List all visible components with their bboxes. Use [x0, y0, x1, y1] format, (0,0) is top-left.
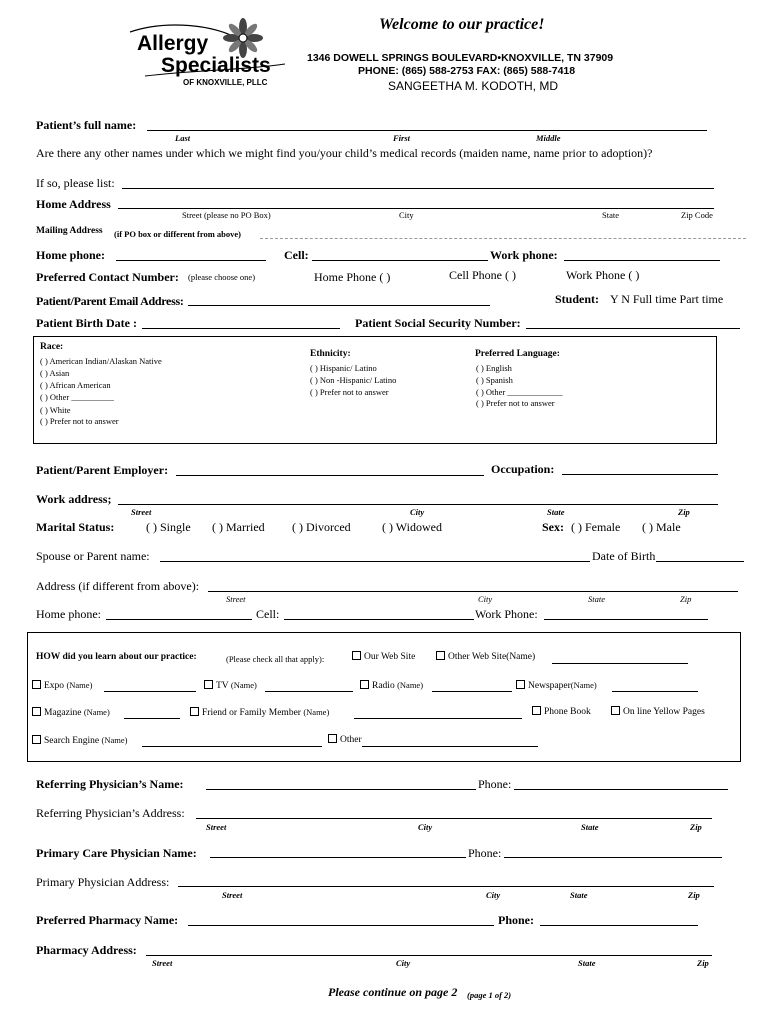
- pharmacy-address-sub-city: City: [396, 958, 411, 968]
- spouse-address-sub-state: State: [588, 594, 605, 604]
- pharmacy-phone-label: Phone:: [498, 913, 534, 927]
- home-address-sub-zip: Zip Code: [681, 210, 713, 220]
- pcp-address-field[interactable]: [178, 886, 714, 887]
- pharmacy-address-sub-state: State: [578, 958, 596, 968]
- logo-line-3: OF KNOXVILLE, PLLC: [183, 78, 268, 87]
- preferred-contact-note: (please choose one): [188, 272, 256, 282]
- marital-option-single[interactable]: ( ) Single: [146, 520, 191, 534]
- newspaper-field[interactable]: [612, 691, 698, 692]
- checkbox-icon[interactable]: [190, 707, 199, 716]
- checkbox-icon[interactable]: [204, 680, 213, 689]
- ethnicity-title: Ethnicity:: [310, 349, 351, 359]
- checkbox-icon[interactable]: [32, 707, 41, 716]
- checkbox-icon[interactable]: [32, 680, 41, 689]
- radio-field[interactable]: [432, 691, 512, 692]
- work-address-sub-state: State: [547, 507, 565, 517]
- home-address-sub-street: Street (please no PO Box): [182, 210, 271, 220]
- preferred-contact-label: Preferred Contact Number:: [36, 270, 179, 284]
- email-field[interactable]: [188, 305, 490, 306]
- other-web-site-field[interactable]: [552, 663, 688, 664]
- referring-address-sub-city: City: [418, 822, 433, 832]
- page-number: (page 1 of 2): [467, 990, 512, 1000]
- checkbox-icon[interactable]: [328, 734, 337, 743]
- email-label: Patient/Parent Email Address:: [36, 294, 184, 308]
- checkbox-phone-book[interactable]: Phone Book: [532, 707, 591, 717]
- referring-address-field[interactable]: [196, 818, 712, 819]
- language-option[interactable]: ( ) Other _____________: [476, 387, 563, 397]
- checkbox-our-web-site[interactable]: Our Web Site: [352, 652, 415, 662]
- pcp-address-sub-state: State: [570, 890, 588, 900]
- checkbox-radio[interactable]: Radio (Name): [360, 680, 423, 691]
- cell-field[interactable]: [312, 260, 488, 261]
- referring-address-sub-state: State: [581, 822, 599, 832]
- pcp-address-label: Primary Physician Address:: [36, 875, 170, 889]
- race-title: Race:: [40, 342, 64, 352]
- pref-cell-option[interactable]: Cell Phone ( ): [449, 268, 516, 282]
- continue-note: Please continue on page 2: [328, 985, 458, 999]
- pref-work-option[interactable]: Work Phone ( ): [566, 268, 640, 282]
- pcp-address-sub-street: Street: [222, 890, 243, 900]
- referring-phone-label: Phone:: [478, 777, 512, 791]
- referring-address-label: Referring Physician’s Address:: [36, 806, 185, 820]
- spouse-name-field[interactable]: [160, 561, 590, 562]
- referring-physician-label: Referring Physician’s Name:: [36, 777, 184, 791]
- expo-field[interactable]: [104, 691, 196, 692]
- pharmacy-name-field[interactable]: [188, 925, 494, 926]
- marital-status-label: Marital Status:: [36, 520, 115, 534]
- ethnicity-option[interactable]: ( ) Hispanic/ Latino: [310, 363, 377, 373]
- full-name-sub-middle: Middle: [536, 133, 561, 143]
- practice-phone-fax: PHONE: (865) 588-2753 FAX: (865) 588-7418: [358, 65, 576, 77]
- checkbox-icon[interactable]: [32, 735, 41, 744]
- work-phone-field[interactable]: [564, 260, 720, 261]
- work-address-sub-city: City: [410, 507, 425, 517]
- full-name-sub-first: First: [393, 133, 411, 143]
- marital-option-widowed[interactable]: ( ) Widowed: [382, 520, 442, 534]
- spouse-work-phone-label: Work Phone:: [475, 607, 538, 621]
- employer-field[interactable]: [176, 475, 484, 476]
- spouse-cell-field[interactable]: [284, 619, 474, 620]
- if-so-label: If so, please list:: [36, 176, 115, 190]
- pcp-name-label: Primary Care Physician Name:: [36, 846, 197, 860]
- language-title: Preferred Language:: [475, 349, 560, 359]
- referring-physician-field[interactable]: [206, 789, 476, 790]
- sex-label: Sex:: [542, 520, 564, 534]
- ethnicity-option[interactable]: ( ) Prefer not to answer: [310, 387, 389, 397]
- full-name-sub-last: Last: [175, 133, 191, 143]
- race-option[interactable]: ( ) Asian: [40, 368, 70, 378]
- pharmacy-name-label: Preferred Pharmacy Name:: [36, 913, 179, 927]
- work-address-label: Work address;: [36, 492, 112, 506]
- full-name-label: Patient’s full name:: [36, 118, 137, 132]
- ssn-field[interactable]: [526, 328, 740, 329]
- occupation-label: Occupation:: [491, 462, 555, 476]
- student-options[interactable]: Y N Full time Part time: [610, 292, 724, 306]
- practice-address: 1346 DOWELL SPRINGS BOULEVARD•KNOXVILLE, TN 37909: [307, 52, 614, 64]
- welcome-title: Welcome to our practice!: [379, 16, 545, 33]
- race-option[interactable]: ( ) Other __________: [40, 392, 114, 402]
- pharmacy-address-sub-street: Street: [152, 958, 173, 968]
- work-address-sub-street: Street: [131, 507, 152, 517]
- magazine-field[interactable]: [124, 718, 180, 719]
- how-learn-label: HOW did you learn about our practice:: [36, 652, 197, 662]
- checkbox-icon[interactable]: [516, 680, 525, 689]
- pcp-phone-label: Phone:: [468, 846, 502, 860]
- race-option[interactable]: ( ) Prefer not to answer: [40, 416, 119, 426]
- pcp-address-sub-zip: Zip: [688, 890, 700, 900]
- pref-home-option[interactable]: Home Phone ( ): [314, 270, 391, 284]
- checkbox-icon[interactable]: [532, 706, 541, 715]
- checkbox-online-yellow-pages[interactable]: On line Yellow Pages: [611, 707, 705, 717]
- spouse-cell-label: Cell:: [256, 607, 280, 621]
- spouse-address-field[interactable]: [208, 591, 738, 592]
- referring-address-sub-zip: Zip: [690, 822, 702, 832]
- race-option[interactable]: ( ) White: [40, 405, 71, 415]
- spouse-dob-label: Date of Birth: [592, 549, 656, 563]
- search-engine-field[interactable]: [142, 746, 322, 747]
- other-field[interactable]: [362, 746, 538, 747]
- logo-line-1: Allergy: [137, 32, 209, 55]
- spouse-work-phone-field[interactable]: [544, 619, 708, 620]
- spouse-home-phone-label: Home phone:: [36, 607, 101, 621]
- checkbox-other[interactable]: Other: [328, 735, 362, 745]
- if-so-field[interactable]: [122, 188, 714, 189]
- cell-label: Cell:: [284, 248, 309, 262]
- sex-option-female[interactable]: ( ) Female: [571, 520, 621, 534]
- spouse-address-sub-street: Street: [226, 594, 246, 604]
- full-name-field[interactable]: [147, 130, 707, 131]
- other-names-question: Are there any other names under which we might find you/your child’s medical records (maiden name, name prior to adoption)?: [36, 146, 653, 160]
- friend-family-field[interactable]: [354, 718, 522, 719]
- spouse-address-sub-city: City: [478, 594, 493, 604]
- logo: [125, 10, 295, 90]
- student-label: Student:: [555, 292, 600, 306]
- home-address-field[interactable]: [118, 208, 714, 209]
- language-option[interactable]: ( ) Spanish: [476, 375, 513, 385]
- occupation-field[interactable]: [562, 474, 718, 475]
- pharmacy-phone-field[interactable]: [540, 925, 698, 926]
- home-address-label: Home Address: [36, 197, 111, 211]
- checkbox-icon[interactable]: [611, 706, 620, 715]
- spouse-address-sub-zip: Zip: [680, 594, 692, 604]
- pharmacy-address-sub-zip: Zip: [697, 958, 709, 968]
- logo-line-2: Specialists: [161, 54, 271, 77]
- checkbox-search-engine[interactable]: Search Engine (Name): [32, 735, 127, 746]
- race-option[interactable]: ( ) American Indian/Alaskan Native: [40, 356, 162, 366]
- ethnicity-option[interactable]: ( ) Non -Hispanic/ Latino: [310, 375, 397, 385]
- referring-address-sub-street: Street: [206, 822, 227, 832]
- tv-field[interactable]: [265, 691, 353, 692]
- spouse-dob-field[interactable]: [656, 561, 744, 562]
- pcp-name-field[interactable]: [210, 857, 466, 858]
- pcp-address-sub-city: City: [486, 890, 501, 900]
- checkbox-magazine[interactable]: Magazine (Name): [32, 707, 110, 718]
- doctor-name: SANGEETHA M. KODOTH, MD: [388, 79, 559, 93]
- home-address-sub-city: City: [399, 210, 414, 220]
- spouse-address-label: Address (if different from above):: [36, 579, 200, 593]
- home-phone-field[interactable]: [116, 260, 266, 261]
- checkbox-tv[interactable]: TV (Name): [204, 680, 257, 691]
- ssn-label: Patient Social Security Number:: [355, 316, 521, 330]
- pcp-phone-field[interactable]: [504, 857, 722, 858]
- checkbox-expo[interactable]: Expo (Name): [32, 680, 92, 691]
- race-option[interactable]: ( ) African American: [40, 380, 111, 390]
- checkbox-friend-family[interactable]: Friend or Family Member (Name): [190, 707, 329, 718]
- checkbox-icon[interactable]: [360, 680, 369, 689]
- home-address-sub-state: State: [602, 210, 619, 220]
- sex-option-male[interactable]: ( ) Male: [642, 520, 681, 534]
- pharmacy-address-field[interactable]: [146, 955, 712, 956]
- checkbox-icon[interactable]: [436, 651, 445, 660]
- checkbox-newspaper[interactable]: Newspaper(Name): [516, 680, 597, 691]
- checkbox-other-web-site[interactable]: Other Web Site(Name): [436, 652, 535, 662]
- spouse-name-label: Spouse or Parent name:: [36, 549, 150, 563]
- work-address-sub-zip: Zip: [678, 507, 690, 517]
- mailing-address-label: Mailing Address: [36, 226, 103, 236]
- checkbox-icon[interactable]: [352, 651, 361, 660]
- mailing-address-field[interactable]: [260, 238, 746, 239]
- how-learn-note: (Please check all that apply):: [226, 654, 325, 664]
- language-option[interactable]: ( ) Prefer not to answer: [476, 398, 555, 408]
- referring-phone-field[interactable]: [514, 789, 728, 790]
- pharmacy-address-label: Pharmacy Address:: [36, 943, 137, 957]
- birth-date-field[interactable]: [142, 328, 340, 329]
- language-option[interactable]: ( ) English: [476, 363, 512, 373]
- home-phone-label: Home phone:: [36, 248, 105, 262]
- marital-option-married[interactable]: ( ) Married: [212, 520, 265, 534]
- birth-date-label: Patient Birth Date :: [36, 316, 137, 330]
- marital-option-divorced[interactable]: ( ) Divorced: [292, 520, 351, 534]
- employer-label: Patient/Parent Employer:: [36, 463, 169, 477]
- work-address-field[interactable]: [118, 504, 718, 505]
- spouse-home-phone-field[interactable]: [106, 619, 252, 620]
- work-phone-label: Work phone:: [490, 248, 558, 262]
- mailing-address-note: (if PO box or different from above): [114, 229, 242, 239]
